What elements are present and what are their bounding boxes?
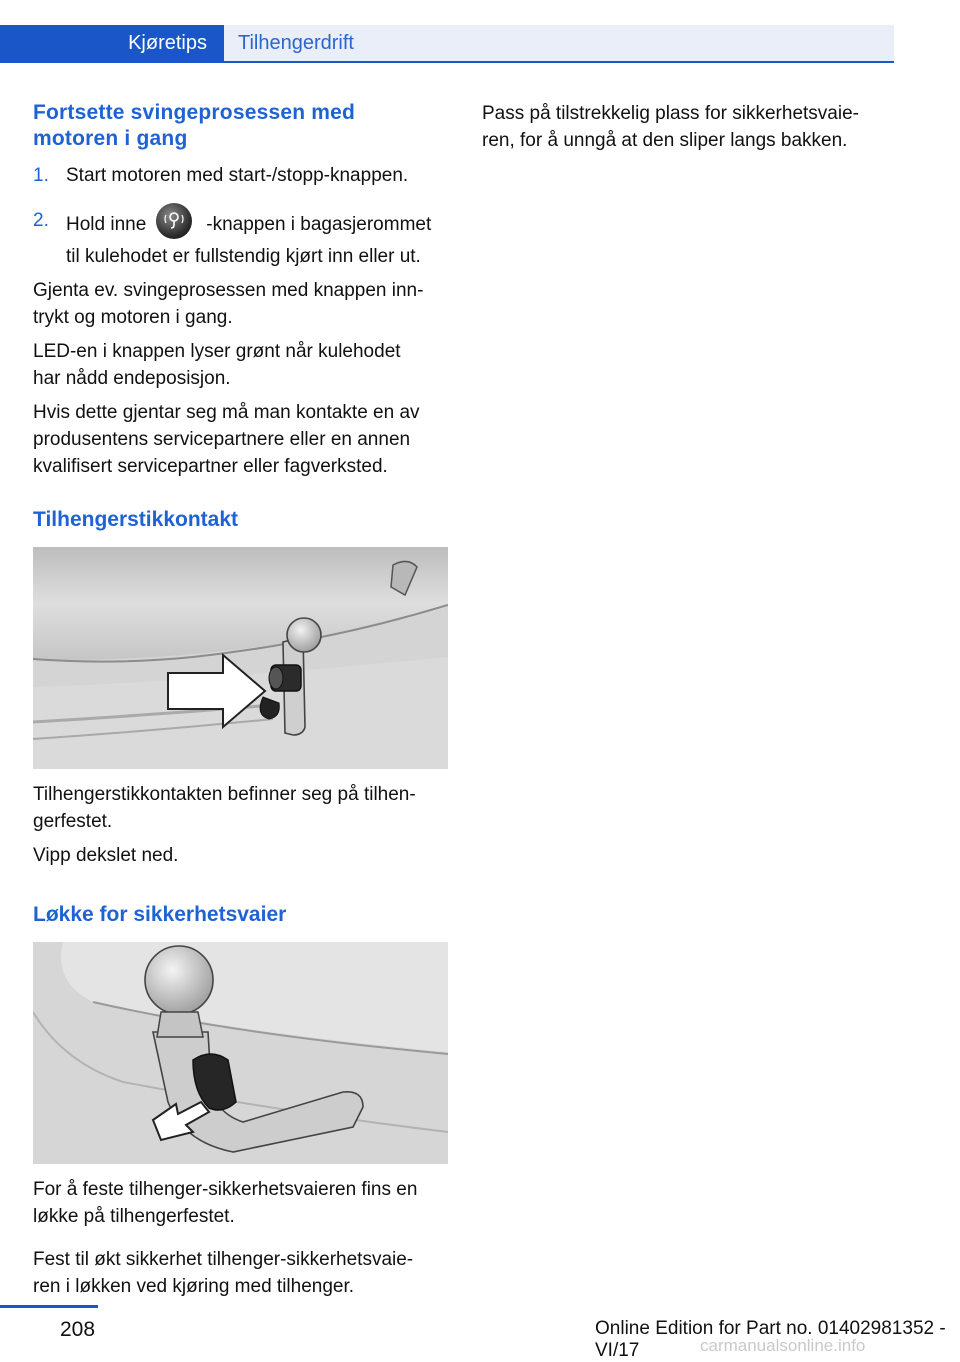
tab-kjoretips[interactable]: Kjøretips bbox=[0, 25, 224, 62]
paragraph bbox=[33, 781, 448, 835]
section-heading-tilhengerstikkontakt: Tilhengerstikkontakt bbox=[33, 508, 238, 531]
paragraph: Vipp dekslet ned. bbox=[33, 845, 179, 866]
safety-cable-loop-illustration bbox=[33, 942, 448, 1164]
header bbox=[0, 0, 960, 64]
text-line: ren i løkken ved kjøring med tilhenger. bbox=[33, 1276, 355, 1297]
text-line: løkke på tilhengerfestet. bbox=[33, 1206, 235, 1227]
footer-divider bbox=[0, 1305, 98, 1308]
tab-tilhengerdrift[interactable]: Tilhengerdrift bbox=[224, 25, 894, 62]
page-number: 208 bbox=[60, 1318, 96, 1341]
text-line: trykt og motoren i gang. bbox=[33, 307, 233, 328]
heading-line: motoren i gang bbox=[33, 127, 188, 150]
paragraph bbox=[482, 100, 892, 154]
text-line: Fest til økt sikkerhet tilhenger-sikkerhetsvaie- bbox=[33, 1249, 414, 1270]
step-text: Start motoren med start-/stopp-knappen. bbox=[66, 165, 409, 186]
paragraph bbox=[33, 1246, 448, 1300]
tow-hitch-button-icon bbox=[156, 203, 192, 239]
step-1 bbox=[33, 162, 448, 189]
step-text-part: -knappen i bagasjerommet bbox=[206, 214, 432, 236]
step-number: 1. bbox=[33, 165, 49, 186]
right-column bbox=[482, 100, 892, 154]
step-text-part: til kulehodet er fullstendig kjørt inn eller ut. bbox=[66, 246, 421, 267]
text-line: LED-en i knappen lyser grønt når kulehodet bbox=[33, 341, 401, 362]
text-line: gerfestet. bbox=[33, 811, 113, 832]
section-heading-lokke: Løkke for sikkerhetsvaier bbox=[33, 903, 287, 926]
text-line: Gjenta ev. svingeprosessen med knappen inn- bbox=[33, 280, 424, 301]
header-divider bbox=[0, 61, 894, 63]
step-text bbox=[66, 207, 448, 270]
paragraph bbox=[33, 1176, 448, 1230]
step-text-part: Hold inne bbox=[66, 214, 147, 236]
text-line: produsentens servicepartnere eller en annen bbox=[33, 429, 411, 450]
text-line: Hvis dette gjentar seg må man kontakte en av bbox=[33, 402, 420, 423]
text-line: Pass på tilstrekkelig plass for sikkerhetsvaie- bbox=[482, 103, 859, 124]
step-2 bbox=[33, 207, 448, 270]
paragraph bbox=[33, 277, 448, 331]
paragraph bbox=[33, 399, 448, 480]
text-line: For å feste tilhenger-sikkerhetsvaieren fins en bbox=[33, 1179, 418, 1200]
text-line: Tilhengerstikkontakten befinner seg på tilhen- bbox=[33, 784, 416, 805]
text-line: kvalifisert servicepartner eller fagverksted. bbox=[33, 456, 388, 477]
watermark: carmanualsonline.info bbox=[700, 1336, 866, 1355]
paragraph bbox=[33, 338, 448, 392]
edition-text: Online Edition for Part no. 01402981352 - VI/17 bbox=[595, 1318, 946, 1361]
text-line: ren, for å unngå at den sliper langs bakken. bbox=[482, 130, 848, 151]
section-heading-svingeprosessen bbox=[33, 100, 448, 152]
step-number: 2. bbox=[33, 210, 49, 231]
heading-line: Fortsette svingeprosessen med bbox=[33, 101, 356, 124]
text-line: har nådd endeposisjon. bbox=[33, 368, 231, 389]
trailer-socket-illustration bbox=[33, 547, 448, 769]
left-column bbox=[33, 100, 448, 1300]
